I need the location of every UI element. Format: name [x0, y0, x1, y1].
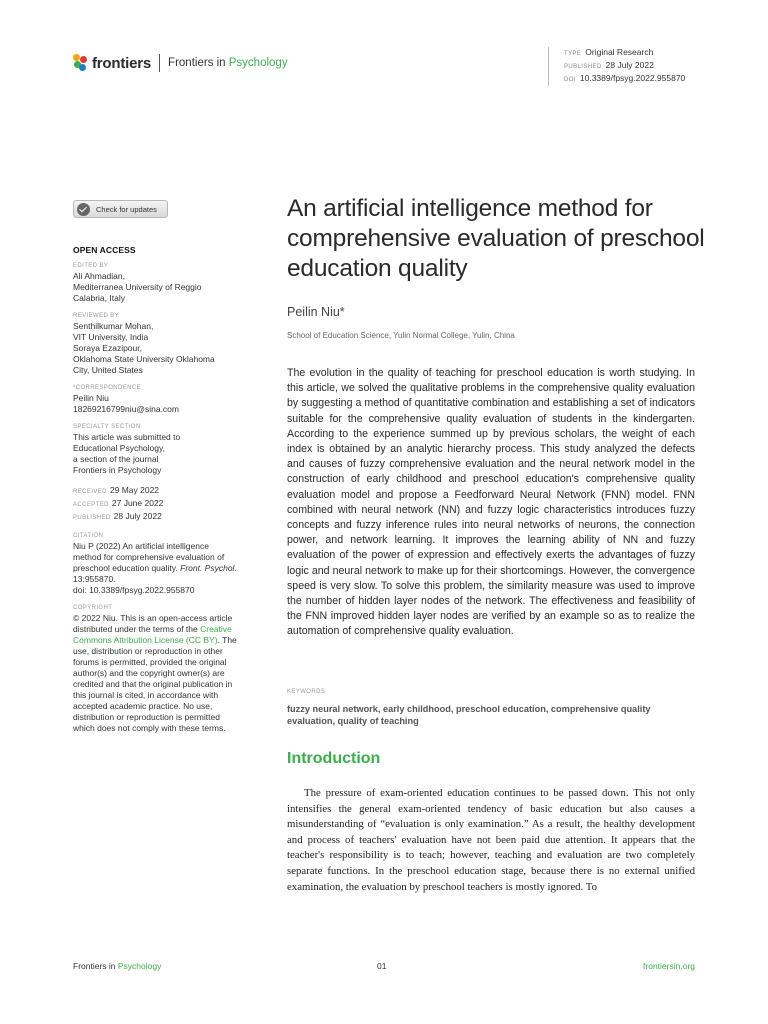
received-date	[73, 485, 238, 498]
open-access-label: OPEN ACCESS	[73, 244, 136, 255]
journal-name[interactable]	[168, 57, 288, 69]
meta-published	[564, 60, 685, 73]
introduction-paragraph: The pressure of exam-oriented education continues to be passed down. This not only intensifies the general exam-oriented tendency of basic education but also causes a misunderstanding of “evaluation is only examination.” As a result, the healthy development and process of teachers' evaluation have not been paid due attention. It appears that the teacher's responsibility is to teach; however, teaching and evaluation are two completely separate functions. In the preschool education stage, because there is no external unified examination, the evaluation by preschool teachers is mostly ignored. To	[287, 787, 695, 893]
copyright-text: © 2022 Niu. This is an open-access article distributed under the terms of the	[73, 612, 233, 634]
published-date	[73, 511, 238, 524]
meta-published-value: 28 July 2022	[605, 60, 654, 70]
specialty-line: This article was submitted to	[73, 431, 181, 442]
logo-wordmark: frontiers	[92, 54, 152, 72]
specialty-line: a section of the journal	[73, 453, 159, 464]
meta-doi[interactable]	[564, 73, 685, 86]
frontiers-logo-icon	[73, 54, 89, 72]
accepted-value: 27 June 2022	[111, 497, 164, 508]
meta-type-label: TYPE	[564, 51, 582, 57]
footer-journal-prefix: Frontiers in	[73, 961, 118, 971]
specialty-line: Educational Psychology,	[73, 442, 165, 453]
article-sidebar	[73, 200, 238, 734]
checkmark-icon	[77, 203, 90, 216]
footer-journal[interactable]	[73, 961, 161, 971]
footer-journal-subject: Psychology	[117, 961, 162, 971]
check-for-updates-label: Check for updates	[96, 204, 157, 214]
correspondence-label: *CORRESPONDENCE	[73, 384, 142, 391]
logo-divider	[159, 54, 160, 72]
article-dates	[73, 485, 238, 524]
editor-line: Mediterranea University of Reggio	[73, 281, 202, 292]
edited-by-label: EDITED BY	[73, 262, 109, 269]
specialty-section	[73, 432, 238, 476]
citation-volume: 13:955870.	[73, 573, 116, 584]
citation	[73, 541, 238, 596]
meta-type-value: Original Research	[585, 47, 654, 57]
edited-by	[73, 271, 238, 304]
license-link[interactable]: Creative Commons Attribution License (CC BY)	[73, 623, 232, 645]
citation-text: Niu P (2022) An artificial intelligence method for comprehensive evaluation of preschool education quality.	[73, 540, 225, 573]
meta-type	[564, 47, 685, 60]
copyright-text-continued: . The use, distribution or reproduction in other forums is permitted, provided the original author(s) and the copyright owner(s) are credited and that the original publication in this journal is cited, in accordance with accepted academic practice. No use, distribution or reproduction is permitted which does not comply with these terms.	[73, 634, 237, 733]
article-title: An artificial intelligence method for comprehensive evaluation of preschool education quality	[287, 195, 705, 282]
copyright	[73, 613, 238, 734]
reviewer-line: Soraya Ezazipour,	[73, 342, 142, 353]
specialty-line: Frontiers in Psychology	[73, 464, 162, 475]
correspondence-name: Peilin Niu	[73, 392, 109, 403]
reviewed-by	[73, 321, 238, 376]
reviewer-line: City, United States	[73, 364, 143, 375]
logo-dot-orange	[73, 54, 80, 61]
reviewer-line: VIT University, India	[73, 331, 149, 342]
citation-label: CITATION	[73, 532, 104, 539]
footer-site-text: frontiersin.org	[643, 961, 695, 971]
author-name[interactable]: Peilin Niu*	[287, 305, 345, 319]
journal-prefix: Frontiers in	[168, 57, 229, 69]
introduction-heading: Introduction	[287, 750, 381, 767]
keywords-label: KEYWORDS	[287, 689, 326, 695]
meta-published-label: PUBLISHED	[564, 64, 602, 70]
article-meta	[548, 47, 685, 86]
copyright-label: COPYRIGHT	[73, 604, 113, 611]
check-for-updates-button[interactable]	[73, 200, 168, 218]
author-affiliation: School of Education Science, Yulin Normal College, Yulin, China	[287, 331, 515, 340]
editor-line: Ali Ahmadian,	[73, 270, 125, 281]
correspondence-email[interactable]: 18269216799niu@sina.com	[73, 403, 179, 414]
specialty-section-label: SPECIALTY SECTION	[73, 423, 141, 430]
correspondence	[73, 393, 238, 415]
accepted-date	[73, 498, 238, 511]
reviewer-line: Senthilkumar Mohan,	[73, 320, 154, 331]
received-value: 29 May 2022	[109, 484, 160, 495]
editor-line: Calabria, Italy	[73, 292, 125, 303]
published-value: 28 July 2022	[113, 510, 162, 521]
reviewer-line: Oklahoma State University Oklahoma	[73, 353, 215, 364]
published-label: PUBLISHED	[73, 514, 111, 521]
citation-doi[interactable]: doi: 10.3389/fpsyg.2022.955870	[73, 584, 195, 595]
page-number: 01	[377, 961, 387, 971]
reviewed-by-label: REVIEWED BY	[73, 312, 120, 319]
meta-doi-value[interactable]: 10.3389/fpsyg.2022.955870	[579, 73, 686, 83]
received-label: RECEIVED	[73, 488, 107, 495]
logo-dot-red	[80, 56, 87, 63]
journal-subject: Psychology	[228, 57, 288, 69]
logo-dot-blue	[79, 64, 86, 71]
footer-site-link[interactable]	[643, 961, 695, 971]
accepted-label: ACCEPTED	[73, 501, 109, 508]
abstract: The evolution in the quality of teaching for preschool education is worth studying. In this article, we solved the qualitative problems in the comprehensive quality evaluation by suggesting a method of quantitative combination and establishing a set of indicators suitable for the comprehensive quality evaluation of students in the kindergarten. According to the experience summed up by previous scholars, the weight of each index is obtained by an analytic hierarchy process. This study analyzed the defects and causes of fuzzy comprehensive evaluation and the neural network model in the construction of early childhood and preschool education's comprehensive quality evaluation model and propose a Feedforward Neural Network (FNN) model. FNN combined with neural network (NN) and fuzzy logic characteristics introduces fuzzy concepts and fuzzy inference rules into neural networks of neurons, the connection power, and network learning. It improves the learning ability of NN and fuzzy evaluation of the power of expression and effectively exerts the advantages of fuzzy logic and neural network to make up for their shortcomings. However, the convergence speed is very slow. To solve this problem, the similarity measure was used to improve the number of hidden layer nodes of the network. The effectiveness and feasibility of the FNN improved hidden layer nodes are verified by an example so as to realize the automation of comprehensive quality evaluation.	[287, 367, 695, 638]
citation-journal: Front. Psychol.	[180, 562, 237, 573]
keywords: fuzzy neural network, early childhood, preschool education, comprehensive quality evaluation, quality of teaching	[287, 704, 651, 726]
frontiers-logo[interactable]	[73, 54, 288, 72]
meta-doi-label: DOI	[564, 77, 576, 83]
